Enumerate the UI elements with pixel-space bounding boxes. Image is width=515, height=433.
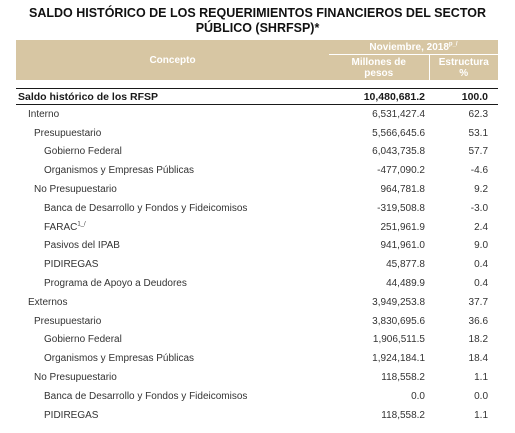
- table-row: [16, 143, 498, 162]
- document-title-line-1: SALDO HISTÓRICO DE LOS REQUERIMIENTOS FINANCIEROS DEL SECTOR: [29, 6, 486, 20]
- header-period-note: p_/: [448, 41, 458, 48]
- row-label-text: No Presupuestario: [34, 184, 117, 196]
- row-pct: 9.0: [474, 240, 489, 252]
- row-label: [16, 368, 329, 387]
- row-pct: -4.6: [470, 165, 489, 177]
- row-label-text: FARAC: [44, 221, 78, 233]
- row-amount: 6,531,427.4: [372, 108, 425, 120]
- row-amount: 3,830,695.6: [372, 315, 425, 327]
- row-pct: 9.2: [474, 184, 489, 196]
- header-concepto: Concepto: [16, 40, 329, 80]
- row-amount: 5,566,645.6: [372, 127, 425, 139]
- table-row: [16, 331, 498, 350]
- row-label: [16, 349, 329, 368]
- table-row: [16, 387, 498, 406]
- total-amount: 10,480,681.2: [329, 89, 429, 105]
- spacer-row: [16, 80, 498, 89]
- row-label-text: Programa de Apoyo a Deudores: [44, 278, 187, 290]
- row-pct: 57.7: [468, 146, 489, 158]
- table-row: [16, 274, 498, 293]
- row-label-text: Externos: [28, 296, 68, 308]
- row-label: [16, 387, 329, 406]
- table-row: [16, 349, 498, 368]
- table-row: [16, 105, 498, 124]
- row-label: [16, 199, 329, 218]
- row-label-text: Interno: [28, 108, 60, 120]
- table-row: [16, 255, 498, 274]
- row-pct: 36.6: [468, 315, 489, 327]
- header-structure-line-1: Estructura: [438, 56, 489, 68]
- table-row: [16, 199, 498, 218]
- row-label: [16, 331, 329, 350]
- row-pct: 62.3: [468, 108, 489, 120]
- table-row: [16, 218, 498, 237]
- row-pct: 1.1: [474, 372, 489, 384]
- table-row: [16, 406, 498, 425]
- row-label: [16, 143, 329, 162]
- row-label: [16, 180, 329, 199]
- row-amount: 118,558.2: [381, 372, 425, 384]
- header-amount: [329, 55, 429, 81]
- row-pct: 2.4: [474, 221, 489, 233]
- table-row: [16, 161, 498, 180]
- row-amount: -319,508.8: [377, 202, 425, 214]
- row-amount: 964,781.8: [380, 184, 425, 196]
- row-label: [16, 105, 329, 124]
- row-label-text: Organismos y Empresas Públicas: [44, 165, 195, 177]
- row-amount: 251,961.9: [380, 221, 425, 233]
- header-amount-line-2: pesos: [364, 67, 394, 79]
- row-pct: 1.1: [474, 409, 489, 421]
- header-structure: [429, 55, 498, 81]
- row-label: [16, 293, 329, 312]
- row-amount: 44,489.9: [386, 278, 425, 290]
- shrfsp-table: [16, 40, 498, 425]
- table-row: [16, 368, 498, 387]
- row-label-text: Presupuestario: [34, 315, 102, 327]
- row-label: [16, 218, 329, 237]
- table-row: [16, 312, 498, 331]
- row-label-text: Pasivos del IPAB: [44, 240, 120, 252]
- row-pct: 18.4: [468, 353, 489, 365]
- row-label-text: Gobierno Federal: [44, 334, 122, 346]
- row-amount: -477,090.2: [377, 165, 425, 177]
- row-amount: 3,949,253.8: [372, 296, 425, 308]
- row-amount: 1,924,184.1: [372, 353, 425, 365]
- row-label: [16, 161, 329, 180]
- row-pct: 18.2: [468, 334, 489, 346]
- row-amount: 118,558.2: [381, 409, 425, 421]
- total-row: [16, 89, 498, 105]
- row-label: [16, 237, 329, 256]
- row-pct: -3.0: [470, 202, 489, 214]
- total-label: Saldo histórico de los RFSP: [16, 89, 329, 105]
- table-row: [16, 237, 498, 256]
- row-label-text: PIDIREGAS: [44, 409, 99, 421]
- document-title-line-2: PÚBLICO (SHRFSP)*: [195, 21, 320, 35]
- row-amount: 1,906,511.5: [372, 334, 425, 346]
- header-row-top: [16, 40, 498, 55]
- header-structure-line-2: %: [459, 67, 469, 79]
- row-amount: 941,961.0: [380, 240, 425, 252]
- table-row: [16, 124, 498, 143]
- row-amount: 0.0: [411, 390, 425, 402]
- row-label: [16, 255, 329, 274]
- header-period: [329, 40, 498, 55]
- row-label-text: Presupuestario: [34, 127, 102, 139]
- row-pct: 0.4: [474, 259, 489, 271]
- header-amount-line-1: Millones de: [351, 56, 406, 68]
- table-row: [16, 180, 498, 199]
- row-label: [16, 406, 329, 425]
- row-pct: 0.4: [474, 278, 489, 290]
- row-pct: 53.1: [468, 127, 489, 139]
- row-footnote: 1_/: [77, 221, 86, 228]
- row-label-text: No Presupuestario: [34, 372, 117, 384]
- row-pct: 37.7: [468, 296, 489, 308]
- row-label-text: Banca de Desarrollo y Fondos y Fideicomisos: [44, 390, 248, 402]
- row-label: [16, 312, 329, 331]
- row-label-text: PIDIREGAS: [44, 259, 99, 271]
- header-period-label: Noviembre, 2018: [369, 41, 449, 53]
- row-label: [16, 274, 329, 293]
- row-label-text: Organismos y Empresas Públicas: [44, 353, 195, 365]
- row-pct: 0.0: [474, 390, 489, 402]
- row-label: [16, 124, 329, 143]
- row-label-text: Gobierno Federal: [44, 146, 122, 158]
- row-label-text: Banca de Desarrollo y Fondos y Fideicomisos: [44, 202, 248, 214]
- table-row: [16, 293, 498, 312]
- total-pct: 100.0: [429, 89, 498, 105]
- row-amount: 45,877.8: [386, 259, 425, 271]
- row-amount: 6,043,735.8: [372, 146, 425, 158]
